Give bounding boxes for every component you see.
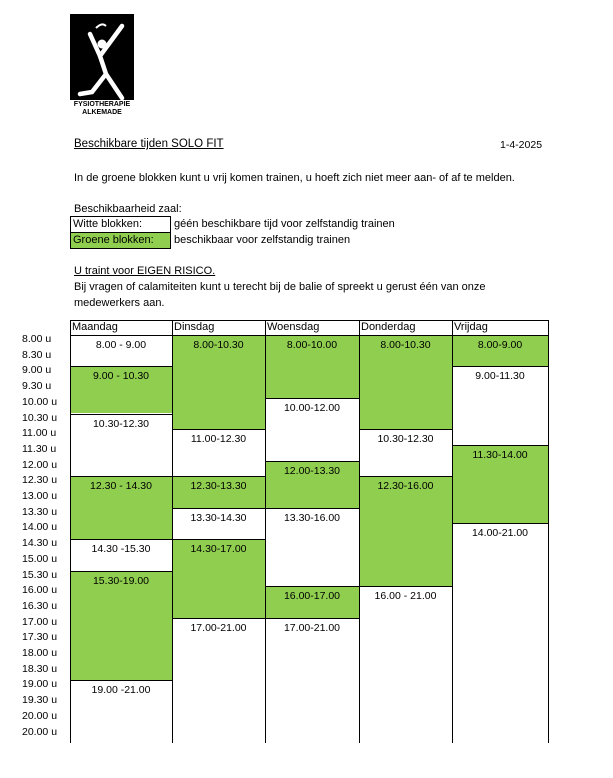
day-header: Woensdag <box>267 321 320 333</box>
white-block: 11.00-12.30 <box>172 429 265 476</box>
white-block: 8.00 - 9.00 <box>70 335 172 366</box>
time-label: 14.00 u <box>22 521 58 534</box>
time-label: 12.30 u <box>22 474 58 487</box>
column-divider <box>70 320 71 743</box>
time-label: 17.30 u <box>22 631 58 644</box>
green-block: 11.30-14.00 <box>452 445 548 524</box>
time-label: 17.00 u <box>22 615 58 628</box>
time-label: 19.00 u <box>22 678 58 691</box>
white-block: 9.00-11.30 <box>452 366 548 445</box>
day-header: Dinsdag <box>174 321 215 333</box>
white-block: 16.00 - 21.00 <box>359 586 452 743</box>
green-block: 12.30-13.30 <box>172 476 265 507</box>
time-label: 16.00 u <box>22 584 58 597</box>
column-divider <box>172 320 173 743</box>
green-block: 12.30 - 14.30 <box>70 476 172 539</box>
logo-text-line2: ALKEMADE <box>82 109 122 116</box>
time-label: 16.30 u <box>22 599 58 612</box>
time-label: 20.00 u <box>22 709 58 722</box>
white-block: 10.00-12.00 <box>265 398 359 461</box>
time-label: 11.00 u <box>22 427 57 440</box>
time-label: 14.30 u <box>22 537 58 550</box>
risk-line2: medewerkers aan. <box>74 297 165 309</box>
time-label: 10.00 u <box>22 395 58 408</box>
white-block: 17.00-21.00 <box>172 618 265 744</box>
green-block: 12.00-13.30 <box>265 461 359 508</box>
white-block: 17.00-21.00 <box>265 618 359 744</box>
time-label: 13.00 u <box>22 490 58 502</box>
time-label: 9.30 u <box>22 380 52 393</box>
table-top-border <box>70 320 549 321</box>
time-label: 18.30 u <box>22 662 58 675</box>
header-bottom-border <box>70 335 549 336</box>
risk-line1: Bij vragen of calamiteiten kunt u terecht bij de balie of spreekt u gerust één van onze <box>74 281 486 293</box>
day-header: Maandag <box>72 321 118 333</box>
green-block: 12.30-16.00 <box>359 476 452 586</box>
time-label: 8.00 u <box>22 333 52 345</box>
time-label: 15.00 u <box>22 552 58 565</box>
white-legend-label: Witte blokken: <box>73 218 143 230</box>
time-label: 20.00 u <box>22 725 58 738</box>
white-block: 10.30-12.30 <box>359 429 452 476</box>
time-label: 8.30 u <box>22 348 52 361</box>
time-label: 18.00 u <box>22 647 58 659</box>
green-legend-label: Groene blokken: <box>73 234 154 246</box>
day-header: Donderdag <box>361 321 416 333</box>
green-block: 16.00-17.00 <box>265 586 359 617</box>
green-block: 8.00-9.00 <box>452 335 548 366</box>
white-block: 14.30 -15.30 <box>70 539 172 570</box>
time-label: 13.30 u <box>22 505 58 518</box>
date-label: 1-4-2025 <box>500 139 543 151</box>
time-label: 15.30 u <box>22 568 58 581</box>
column-divider <box>548 320 549 743</box>
column-divider <box>452 320 453 743</box>
day-header: Vrijdag <box>454 321 488 333</box>
risk-heading: U traint voor EIGEN RISICO. <box>74 265 216 277</box>
page-title: Beschikbare tijden SOLO FIT <box>74 138 224 150</box>
white-block: 13.30-16.00 <box>265 508 359 587</box>
green-block: 14.30-17.00 <box>172 539 265 618</box>
green-block: 9.00 - 10.30 <box>70 366 172 413</box>
green-block: 15.30-19.00 <box>70 571 172 681</box>
green-block: 8.00-10.30 <box>172 335 265 429</box>
white-block: 13.30-14.30 <box>172 508 265 539</box>
time-label: 19.30 u <box>22 694 58 707</box>
column-divider <box>265 320 266 743</box>
white-block: 19.00 -21.00 <box>70 680 172 743</box>
time-label: 9.00 u <box>22 364 52 377</box>
white-block: 10.30-12.30 <box>70 414 172 477</box>
green-legend-desc: beschikbaar voor zelfstandig trainen <box>174 234 351 246</box>
time-label: 12.00 u <box>22 458 58 471</box>
intro-text: In de groene blokken kunt u vrij komen trainen, u hoeft zich niet meer aan- of af te melden. <box>74 172 515 184</box>
time-label: 10.30 u <box>22 411 58 424</box>
time-label: 11.30 u <box>22 442 57 455</box>
column-divider <box>359 320 360 743</box>
logo-text-line1: FYSIOTHERAPIE <box>73 101 131 108</box>
white-legend-desc: géén beschikbare tijd voor zelfstandig trainen <box>174 218 395 230</box>
green-block: 8.00-10.30 <box>359 335 452 429</box>
green-block: 8.00-10.00 <box>265 335 359 398</box>
white-block: 14.00-21.00 <box>452 523 548 743</box>
availability-heading: Beschikbaarheid zaal: <box>74 203 182 215</box>
